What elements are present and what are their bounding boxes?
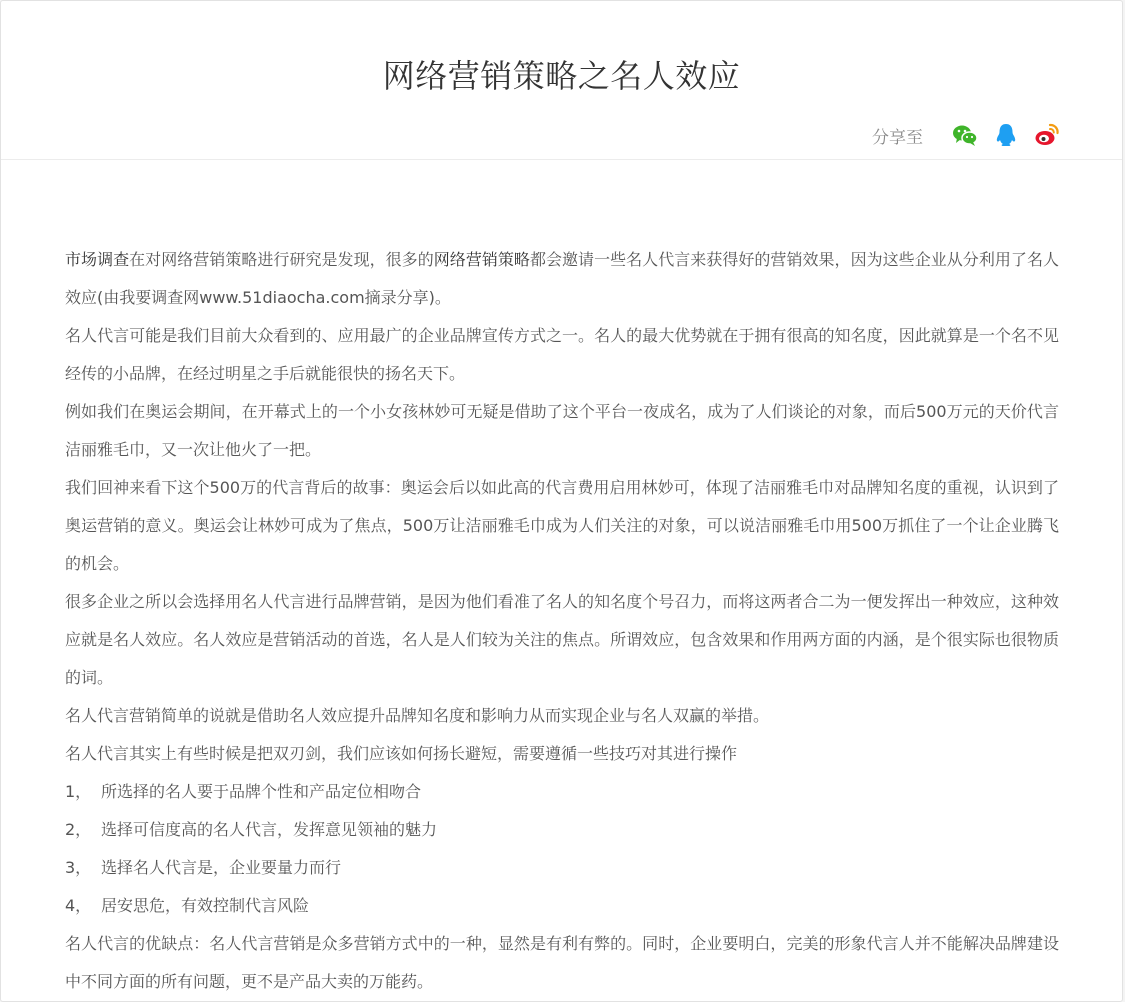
list-item-text: 选择可信度高的名人代言，发挥意见领袖的魅力: [101, 820, 438, 839]
qq-icon[interactable]: [993, 122, 1019, 148]
paragraph: 名人代言营销简单的说就是借助名人效应提升品牌知名度和影响力从而实现企业与名人双赢的举措。: [65, 706, 770, 725]
article-body: [65, 241, 1059, 1001]
list-item-text: 居安思危，有效控制代言风险: [101, 896, 310, 915]
intro-text-1: 在对网络营销策略进行研究是发现，很多的: [129, 250, 434, 269]
weibo-icon[interactable]: [1034, 122, 1060, 148]
list-item-number: 3，: [65, 858, 92, 877]
article-header: [1, 1, 1122, 160]
page-title: 网络营销策略之名人效应: [382, 57, 741, 95]
share-label: 分享至: [872, 127, 923, 148]
marketing-strategy-link[interactable]: 网络营销策略: [433, 250, 530, 269]
list-item-number: 1，: [65, 782, 92, 801]
list-item-text: 选择名人代言是，企业要量力而行: [101, 858, 342, 877]
paragraph: 很多企业之所以会选择用名人代言进行品牌营销，是因为他们看准了名人的知名度个号召力，而将这两者合二为一便发挥出一种效应，这种效应就是名人效应。名人效应是营销活动的首选，名人是人们较为关注的焦点。所谓效应，包含效果和作用两方面的内涵，是个很实际也很物质的词。: [65, 592, 1059, 687]
list-item-number: 4，: [65, 896, 92, 915]
list-item: [65, 773, 1059, 811]
paragraph: 例如我们在奥运会期间，在开幕式上的一个小女孩林妙可无疑是借助了这个平台一夜成名，成为了人们谈论的对象，而后500万元的天价代言洁丽雅毛巾，又一次让他火了一把。: [65, 402, 1059, 459]
list-item: [65, 811, 1059, 849]
share-bar: [872, 122, 1060, 148]
list-item-number: 2，: [65, 820, 92, 839]
paragraph: 名人代言可能是我们目前大众看到的、应用最广的企业品牌宣传方式之一。名人的最大优势就在于拥有很高的知名度，因此就算是一个名不见经传的小品牌，在经过明星之手后就能很快的扬名天下。: [65, 326, 1059, 383]
market-research-link[interactable]: 市场调查: [65, 250, 130, 269]
list-item: [65, 887, 1059, 925]
wechat-icon[interactable]: [952, 122, 978, 148]
list-item: [65, 849, 1059, 887]
closing-paragraph: 名人代言的优缺点：名人代言营销是众多营销方式中的一种，显然是有利有弊的。同时，企业要明白，完美的形象代言人并不能解决品牌建设中不同方面的所有问题，更不是产品大卖的万能药。: [65, 934, 1059, 991]
intro-paragraph: [65, 241, 1059, 317]
list-item-text: 所选择的名人要于品牌个性和产品定位相吻合: [101, 782, 422, 801]
paragraph: 我们回神来看下这个500万的代言背后的故事：奥运会后以如此高的代言费用启用林妙可，体现了洁丽雅毛巾对品牌知名度的重视，认识到了奥运营销的意义。奥运会让林妙可成为了焦点，500万让洁丽雅毛巾成为人们关注的对象，可以说洁丽雅毛巾用500万抓住了一个让企业腾飞的机会。: [65, 478, 1059, 573]
intro-text-2: 都会邀请一些名人代言来获得好的营销效果，因为这些企业从分利用了名人效应(由我要调查网www.51diaocha.com摘录分享)。: [65, 250, 1059, 307]
paragraph: 名人代言其实上有些时候是把双刃剑，我们应该如何扬长避短，需要遵循一些技巧对其进行操作: [65, 744, 738, 763]
